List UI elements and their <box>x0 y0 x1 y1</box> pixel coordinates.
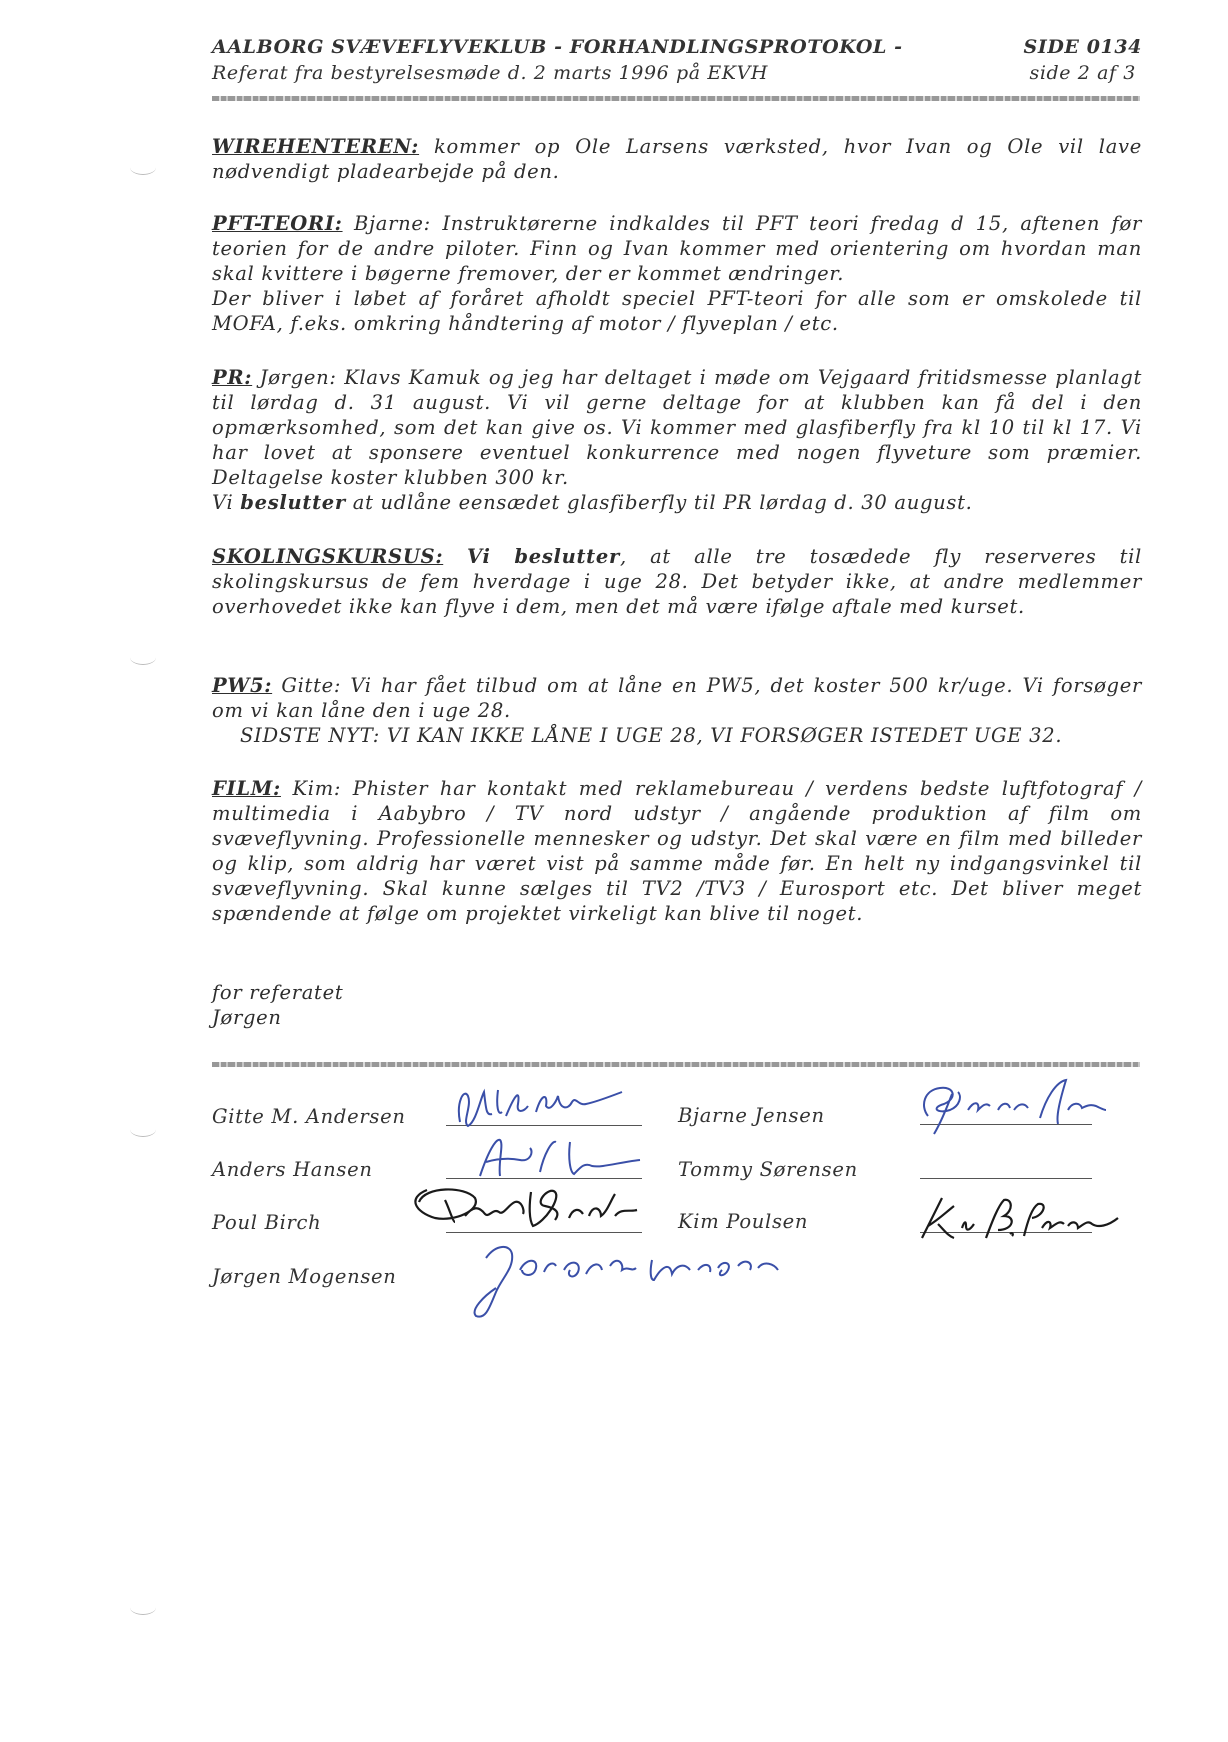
page-number: side 2 af 3 <box>1029 62 1136 84</box>
section-pw5 <box>212 673 1142 748</box>
decision-text: at udlåne eensædet glasfiberfly til PR lørdag d. 30 august. <box>345 491 973 514</box>
decision-lead: Vi <box>212 491 241 514</box>
page-code: SIDE 0134 <box>1023 36 1142 58</box>
signer-name: Gitte M. Andersen <box>212 1105 406 1128</box>
section-text: kommer op Ole Larsens værksted, hvor Ivan og Ole vil lave nødvendigt pladearbejde på den. <box>212 135 1142 183</box>
punch-hole-mark <box>130 650 156 665</box>
decision-lead: Vi <box>443 545 515 568</box>
section-text: , at alle tre tosædede fly reserveres til skolingskursus de fem hverdage i uge 28. Det betyder ikke, at andre medlemmer overhovedet ikke kan flyve i dem, men det må være ifølge aftale med kurset. <box>212 545 1142 618</box>
signer-name: Poul Birch <box>212 1211 322 1234</box>
section-text: Gitte: Vi har fået tilbud om at låne en PW5, det koster 500 kr/uge. Vi forsøger om vi kan låne den i uge 28. <box>212 674 1142 722</box>
closing-author: Jørgen <box>212 1006 282 1029</box>
signer-name: Jørgen Mogensen <box>212 1265 397 1288</box>
header-divider <box>212 96 1140 101</box>
section-pr <box>212 365 1142 515</box>
signature-gitte-m-andersen <box>446 1082 646 1132</box>
signer-name: Kim Poulsen <box>678 1210 809 1233</box>
punch-hole-mark <box>130 1600 156 1615</box>
section-keyword: SKOLINGSKURSUS: <box>212 545 444 568</box>
latest-news: SIDSTE NYT: VI KAN IKKE LÅNE I UGE 28, VI FORSØGER ISTEDET UGE 32. <box>240 724 1063 747</box>
signer-name: Tommy Sørensen <box>678 1158 858 1181</box>
section-skolingskursus <box>212 544 1142 619</box>
document-title: AALBORG SVÆVEFLYVEKLUB - FORHANDLINGSPROTOKOL - <box>212 36 903 58</box>
section-keyword: WIREHENTEREN: <box>212 135 420 158</box>
signer-name: Anders Hansen <box>212 1158 373 1181</box>
signature-kim-poulsen <box>908 1194 1128 1242</box>
section-text: Bjarne: Instruktørerne indkaldes til PFT teori fredag d 15, aftenen før teorien for de andre piloter. Finn og Ivan kommer med orientering om hvordan man skal kvittere i bøgerne fremover, der er kommet ændringer. <box>212 212 1142 285</box>
signer-name: Bjarne Jensen <box>678 1104 825 1127</box>
section-wirehenteren <box>212 134 1142 184</box>
signature-divider <box>212 1062 1140 1067</box>
decision-word: beslutter <box>514 545 620 568</box>
punch-hole-mark <box>130 160 156 175</box>
section-text: Kim: Phister har kontakt med reklamebureau / verdens bedste luftfotograf / multimedia i Aabybro / TV nord udstyr / angående produktion af film om svæveflyvning. Professionelle mennesker og udstyr. Det skal være en film med billeder og klip, som aldrig har været vist på samme måde før. En helt ny indgangsvinkel til svæveflyvning. Skal kunne sælges til TV2 /TV3 / Eurosport etc. Det bliver meget spændende at følge om projektet virkeligt kan blive til noget. <box>212 777 1142 925</box>
section-film <box>212 776 1142 926</box>
signature-line <box>920 1178 1092 1179</box>
signature-anders-hansen <box>470 1132 650 1182</box>
section-text: Der bliver i løbet af foråret afholdt speciel PFT-teori for alle som er omskolede til MOFA, f.eks. omkring håndtering af motor / flyveplan / etc. <box>212 287 1142 335</box>
document-subtitle: Referat fra bestyrelsesmøde d. 2 marts 1996 på EKVH <box>212 62 769 84</box>
decision-word: beslutter <box>240 491 346 514</box>
closing-line: for referatet <box>212 981 344 1004</box>
signature-bjarne-jensen <box>910 1076 1110 1136</box>
section-keyword: PR: <box>212 366 253 389</box>
section-pft-teori <box>212 211 1142 336</box>
section-keyword: PFT-TEORI: <box>212 212 343 235</box>
section-keyword: FILM: <box>212 777 281 800</box>
signature-jorgen-mogensen <box>466 1236 786 1326</box>
section-text: Jørgen: Klavs Kamuk og jeg har deltaget i møde om Vejgaard fritidsmesse planlagt til lørdag d. 31 august. Vi vil gerne deltage for at klubben kan få del i den opmærksomhed, som det kan give os. Vi kommer med glasfiberfly fra kl 10 til kl 17. Vi har lovet at sponsere eventuel konkurrence med nogen flyveture som præmier. Deltagelse koster klubben 300 kr. <box>212 366 1142 489</box>
punch-hole-mark <box>130 1122 156 1137</box>
signature-poul-birch <box>405 1182 645 1236</box>
section-keyword: PW5: <box>212 674 273 697</box>
